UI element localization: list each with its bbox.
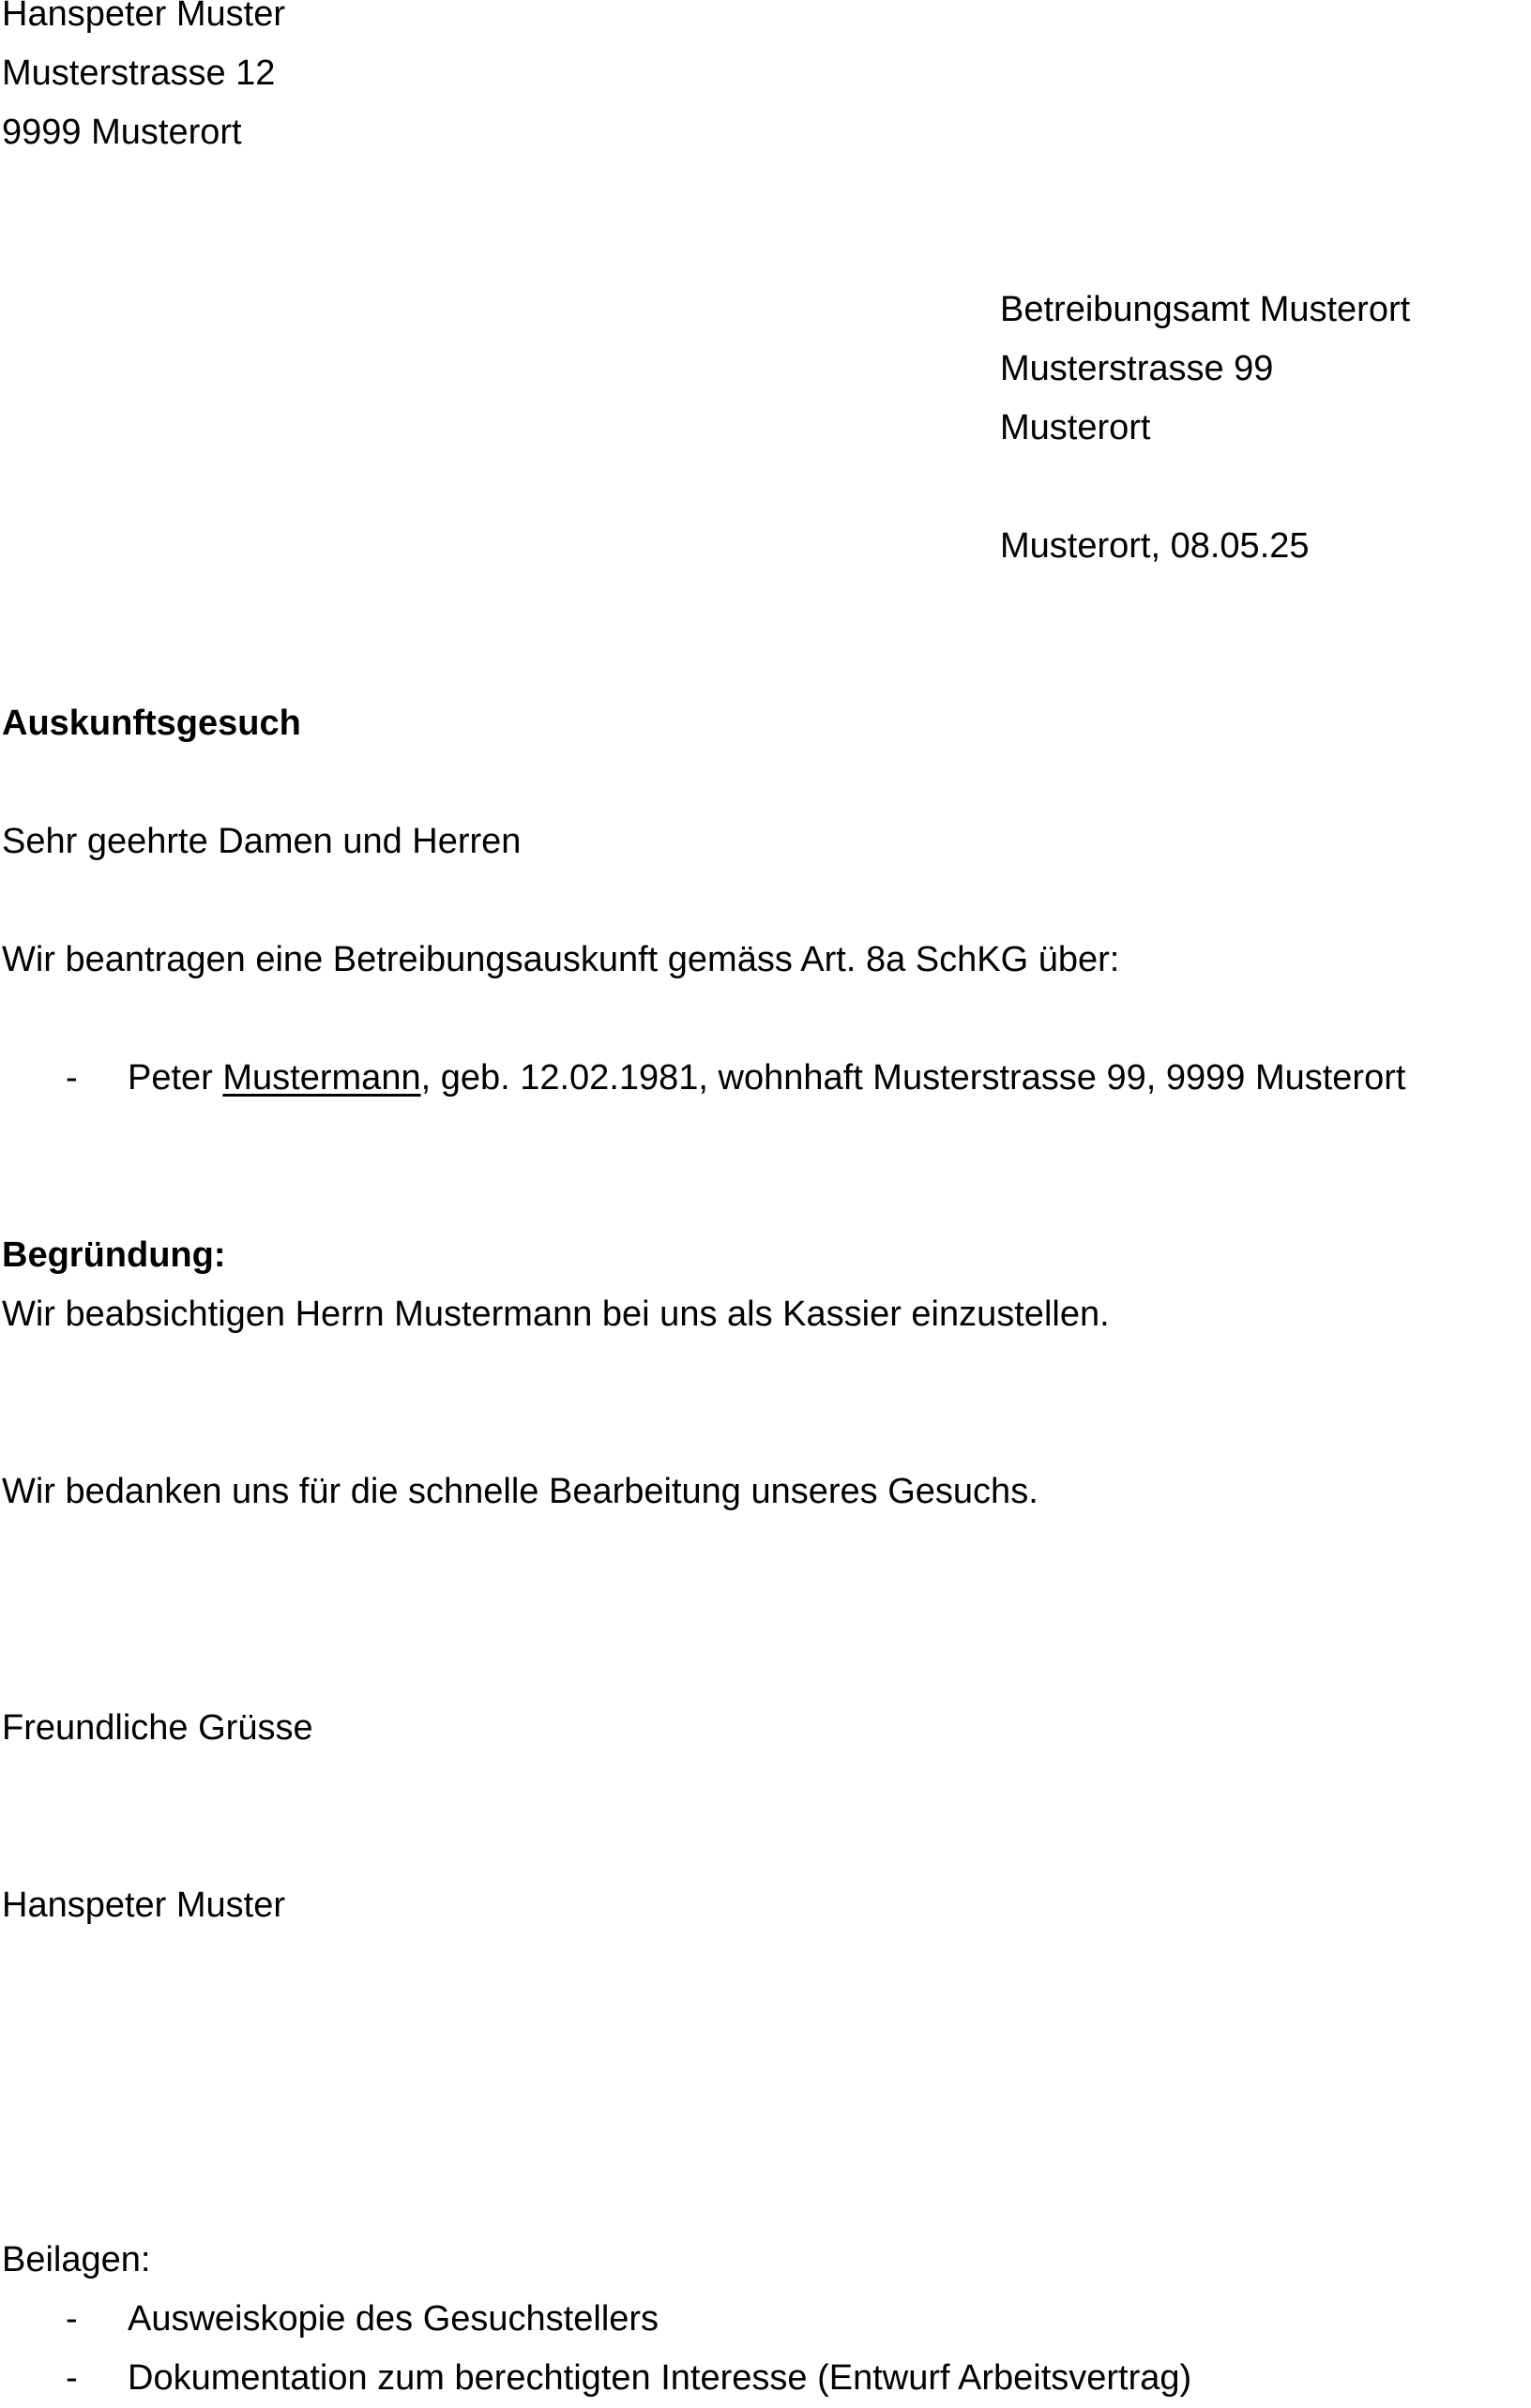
reason-heading: Begründung: — [2, 1235, 226, 1275]
list-dash: - — [66, 2299, 78, 2339]
person-surname: Mustermann — [222, 1058, 421, 1098]
recipient-city: Musterort — [1000, 408, 1151, 447]
enclosures-heading: Beilagen: — [2, 2240, 151, 2279]
request-paragraph: Wir beantragen eine Betreibungsauskunft gemäss Art. 8a SchKG über: — [2, 940, 1120, 979]
salutation: Sehr geehrte Damen und Herren — [2, 822, 522, 861]
closing: Freundliche Grüsse — [2, 1708, 313, 1748]
place-date: Musterort, 08.05.25 — [1000, 526, 1310, 566]
person-details: , geb. 12.02.1981, wohnhaft Musterstrasse 99, 9999 Musterort — [420, 1058, 1406, 1098]
subject-heading: Auskunftsgesuch — [2, 704, 301, 743]
list-dash: - — [66, 1058, 78, 1098]
thanks-paragraph: Wir bedanken uns für die schnelle Bearbeitung unseres Gesuchs. — [2, 1472, 1038, 1511]
signature-name: Hanspeter Muster — [2, 1886, 286, 1925]
enclosure-text: Dokumentation zum berechtigten Interesse (Entwurf Arbeitsvertrag) — [128, 2358, 1192, 2398]
person-prefix: Peter — [128, 1058, 223, 1098]
sender-name: Hanspeter Muster — [2, 0, 286, 34]
sender-street: Musterstrasse 12 — [2, 53, 276, 93]
recipient-street: Musterstrasse 99 — [1000, 349, 1274, 388]
reason-text: Wir beabsichtigen Herrn Mustermann bei uns als Kassier einzustellen. — [2, 1295, 1110, 1334]
subject-person-text — [128, 1049, 1405, 1108]
list-dash: - — [66, 2358, 78, 2398]
enclosure-text: Ausweiskopie des Gesuchstellers — [128, 2299, 659, 2339]
recipient-name: Betreibungsamt Musterort — [1000, 290, 1411, 329]
sender-city: 9999 Musterort — [2, 113, 242, 152]
